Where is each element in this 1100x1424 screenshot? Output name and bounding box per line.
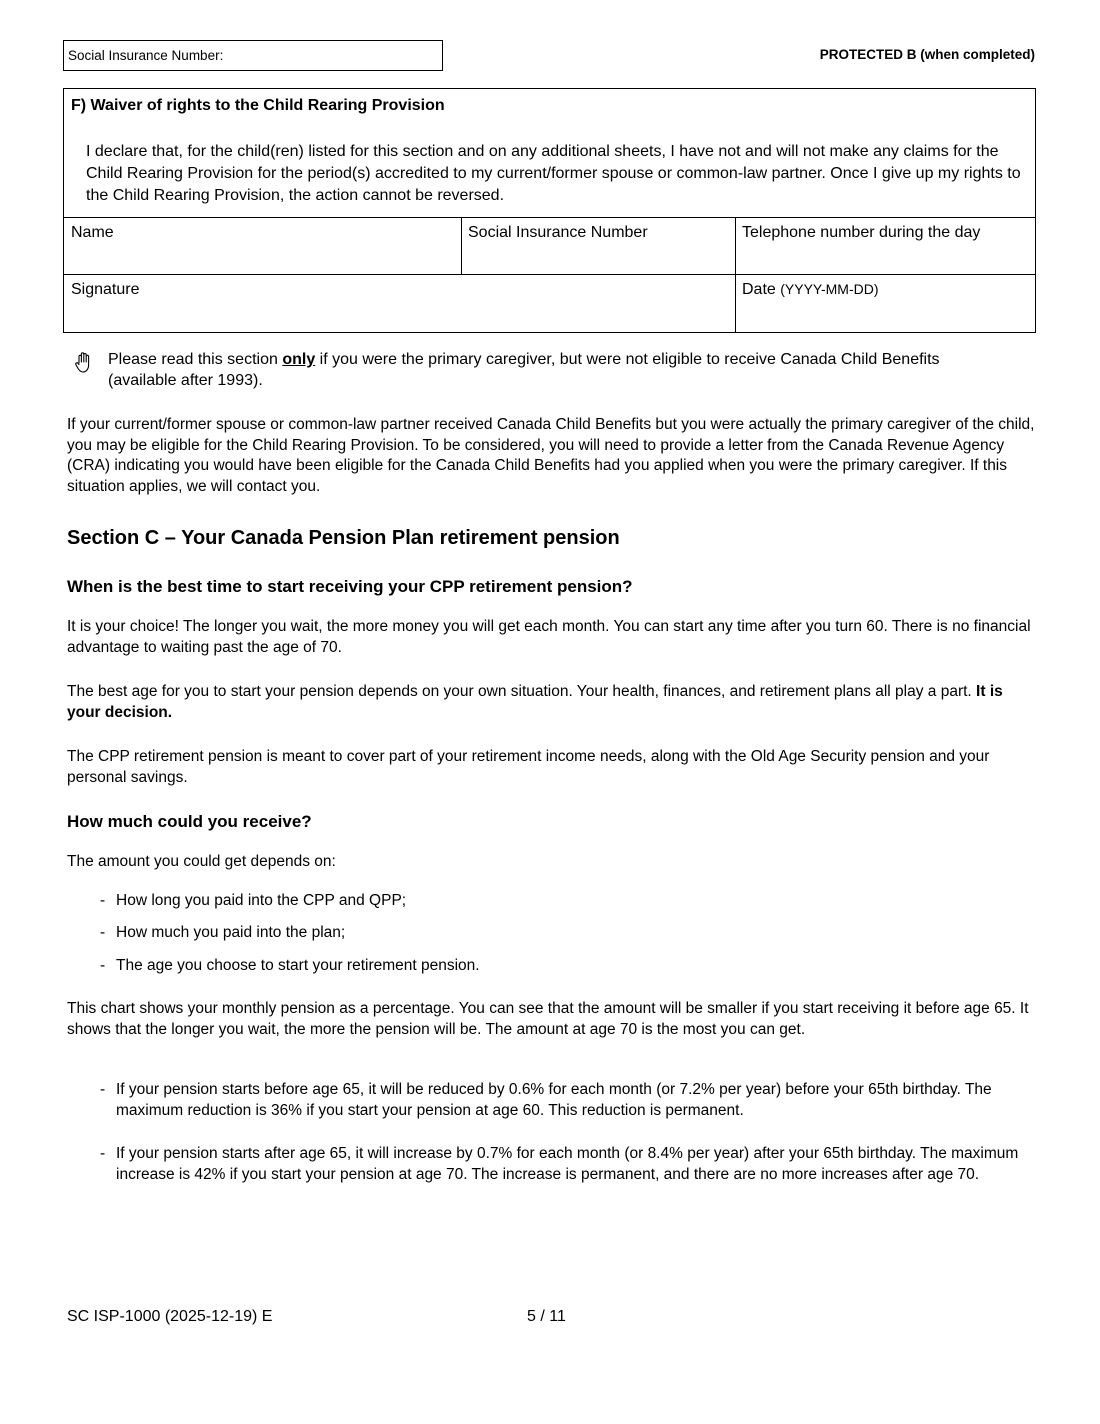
phone-field[interactable] xyxy=(736,218,1035,274)
cover-paragraph: The CPP retirement pension is meant to cover part of your retirement income needs, along with the Old Age Security pension and your personal savings. xyxy=(67,748,990,786)
ccb-paragraph: If your current/former spouse or common-law partner received Canada Child Benefits but you were actually the primary caregiver of the child, you may be eligible for the Child Rearing Provision. To be considered, you will need to provide a letter from the Canada Revenue Agency (CRA) indicating you would have been eligible for the Canada Child Benefits had you applied when you were the primary caregiver. If this situation applies, we will contact you. xyxy=(67,416,1035,495)
sin-number-label: Social Insurance Number xyxy=(468,224,648,241)
name-label: Name xyxy=(71,224,114,241)
signature-label: Signature xyxy=(71,281,140,298)
sin-number-field[interactable] xyxy=(462,218,735,274)
phone-label: Telephone number during the day xyxy=(742,224,981,241)
signature-field[interactable] xyxy=(64,275,735,332)
name-field[interactable] xyxy=(64,218,461,274)
note-text: if you were the primary caregiver, but were not eligible to receive Canada Child Benefits (available after 1993). xyxy=(108,351,940,389)
list-item-text: If your pension starts after age 65, it will increase by 0.7% for each month (or 8.4% per year) after your 65th birthday. The maximum increase is 42% if you start your pension at age 70. The increase is permanent, and there are no more increases after age 70. xyxy=(116,1145,1019,1183)
best-age-paragraph xyxy=(67,682,1037,723)
form-id: SC ISP-1000 (2025-12-19) E xyxy=(67,1308,273,1325)
page-number: 5 / 11 xyxy=(527,1308,566,1325)
section-f-waiver xyxy=(63,88,1036,333)
note-emphasis: only xyxy=(282,351,316,368)
list-item-text: How long you paid into the CPP and QPP; xyxy=(116,892,407,909)
list-item-text: How much you paid into the plan; xyxy=(116,924,346,941)
section-f-title: F) Waiver of rights to the Child Rearing Provision xyxy=(71,97,445,114)
how-much-heading: How much could you receive? xyxy=(67,812,312,831)
protected-label: PROTECTED B (when completed) xyxy=(819,47,1035,62)
list-item-text: The age you choose to start your retirement pension. xyxy=(116,957,480,974)
sin-field[interactable] xyxy=(63,40,443,71)
section-c-title: Section C – Your Canada Pension Plan retirement pension xyxy=(67,527,620,549)
note-text: Please read this section xyxy=(108,351,283,368)
choice-paragraph: It is your choice! The longer you wait, the more money you will get each month. You can start any time after you turn 60. There is no financial advantage to waiting past the age of 70. xyxy=(67,618,1031,656)
depends-paragraph: The amount you could get depends on: xyxy=(67,853,336,870)
best-age-bold: It is your decision. xyxy=(67,683,1003,721)
date-label-text: Date xyxy=(742,281,776,298)
sin-label: Social Insurance Number: xyxy=(68,48,224,63)
best-time-heading: When is the best time to start receiving your CPP retirement pension? xyxy=(67,577,633,596)
date-field[interactable] xyxy=(736,275,1035,332)
best-age-text: The best age for you to start your pension depends on your own situation. Your health, finances, and retirement plans all play a part. xyxy=(67,683,977,700)
hand-icon xyxy=(72,350,96,374)
date-label xyxy=(742,281,879,299)
date-format: (YYYY-MM-DD) xyxy=(780,281,879,297)
list-item-text: If your pension starts before age 65, it will be reduced by 0.6% for each month (or 7.2% per year) before your 65th birthday. The maximum reduction is 36% if you start your pension at age 60. This reduction is permanent. xyxy=(116,1081,992,1119)
waiver-declaration: I declare that, for the child(ren) listed for this section and on any additional sheets, I have not and will not make any claims for the Child Rearing Provision for the period(s) accredited to my current/former spouse or common-law partner. Once I give up my rights to the Child Rearing Provision, the action cannot be reversed. xyxy=(86,143,1021,204)
chart-paragraph: This chart shows your monthly pension as a percentage. You can see that the amount will be smaller if you start receiving it before age 65. It shows that the longer you wait, the more the pension will be. The amount at age 70 is the most you can get. xyxy=(67,1000,1029,1038)
caregiver-note xyxy=(108,349,1008,391)
